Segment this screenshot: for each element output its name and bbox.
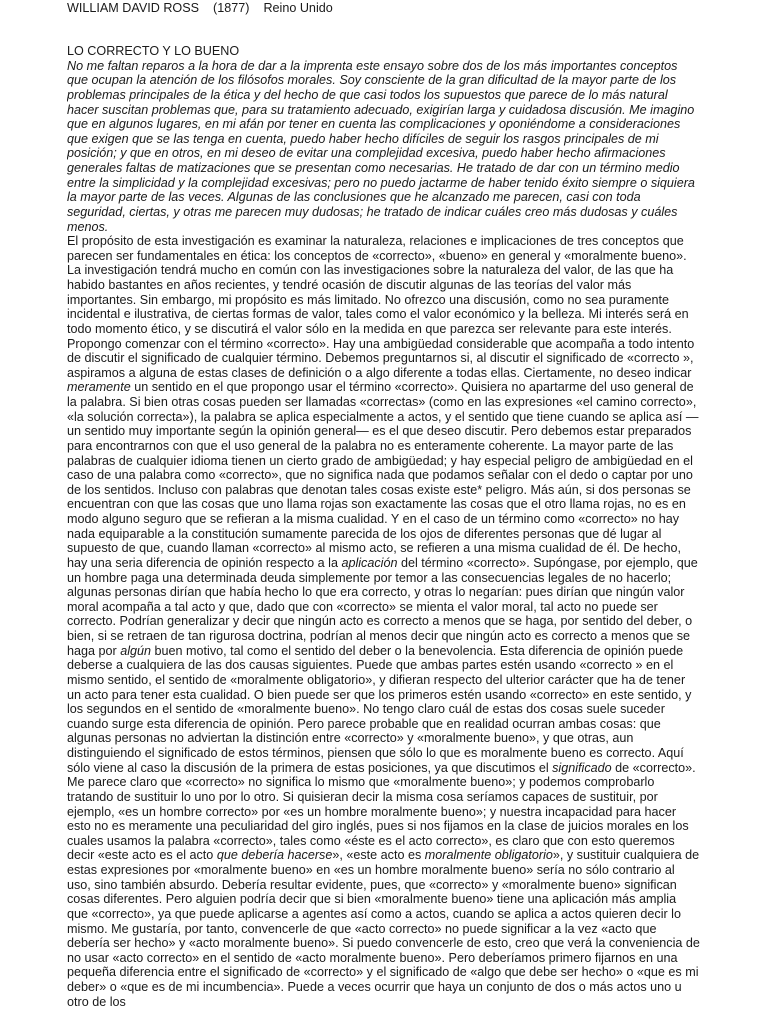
text-run: », y sustituir cualquiera de estas expresiones por «moralmente bueno» en «es un hombre moralmente bueno» sería no sólo contrario al uso, sino también absurdo. Debería resultar evidente, pues, que «correcto» y «moralmente bueno» significan cosas diferentes. Pero alguien podría decir que si bien «moralmente bueno» tiene una aplicación más amplia que «correcto», ya que puede aplicarse a agentes así como a actos, cuando se aplica a actos quieren decir lo mismo. Me gustaría, por tanto, convencerle de que «acto correcto» no puede significar a la vez «acto que debería ser hecho» y «acto moralmente bueno». Si puedo convencerle de esto, creo que verá la conveniencia de no usar «acto correcto» en el sentido de «acto moralmente bueno». Pero deberíamos primero fijarnos en una pequeña diferencia entre el significado de «correcto» y el significado de «algo que debe ser hecho» o «que es mi deber» o «que es de mi incumbencia». Puede a veces ocurrir que haya un conjunto de dos o más actos uno u otro de los bbox=[67, 848, 700, 1009]
text-run: Me parece claro que «correcto» no significa lo mismo que «moralmente bueno»; y podemos comprobarlo tratando de sustituir lo uno por lo otro. Si quisieran decir la misma cosa seríamos capaces de sustituir, por ejemplo, «es un hombre correcto» por «es un hombre moralmente bueno»; y nuestra incapacidad para hacer esto no es meramente una peculiaridad del giro inglés, pues si nos fijamos en la clase de juicios morales en los cuales usamos la palabra «correcto», tales como «éste es el acto correcto», es claro que con esto queremos decir «este acto es el acto bbox=[67, 775, 689, 863]
emphasis-text: significado bbox=[552, 760, 612, 775]
header-country: Reino Unido bbox=[263, 1, 333, 15]
text-run: del término «correcto». Supóngase, por ejemplo, que un hombre paga una determinada deuda simplemente por temor a las consecuencias legales de no hacerlo; algunas personas dirían que había hecho lo que era correcto, y otras lo negarían: pues dirían que ningún valor moral acompaña a tal acto y que, dado que con «correcto» se mienta el valor moral, tal acto no puede ser correcto. Podrían generalizar y decir que ningún acto es correcto a menos que se haga, por sentido del deber, o bien, si se retraen de tan rigurosa doctrina, podrían al menos decir que ningún acto es correcto a menos que se haga por bbox=[67, 555, 698, 658]
text-run: buen motivo, tal como el sentido del deber o la benevolencia. Esta diferencia de opinión puede deberse a cualquiera de las dos causas siguientes. Puede que ambas partes estén usando «correcto » en el mismo sentido, el sentido de «moralmente obligatorio», y difieran respecto del ulterior carácter que ha de tener un acto para tener esta cualidad. O bien puede ser que los primeros estén usando «correcto» en este sentido, y los segundos en el sentido de «moralmente bueno». No tengo claro cuál de estas dos cosas suele suceder cuando surge esta diferencia de opinión. Pero parece probable que en realidad ocurran ambas cosas: que algunas personas no adviertan la distinción entre «correcto» y «moralmente bueno», y que otras, aun distinguiendo el significado de estos términos, piensen que sólo lo que es moralmente bueno es correcto. Aquí sólo viene al caso la discusión de la primera de estas posiciones, ya que discutimos el bbox=[67, 643, 692, 775]
body-paragraph-2 bbox=[67, 337, 700, 776]
text-run: de «correcto». bbox=[611, 760, 696, 775]
preface-paragraph: No me faltan reparos a la hora de dar a la imprenta este ensayo sobre dos de los más importantes conceptos que ocupan la atención de los filósofos morales. Soy consciente de la gran dificultad de la mayor parte de los problemas principales de la ética y del hecho de que casi todos los supuestos que parece de lo más natural hacer suscitan problemas que, para su tratamiento adecuado, exigirían larga y cuidadosa discusión. Me imagino que en algunos lugares, en mi afán por tener en cuenta las complicaciones y oponiéndome a consideraciones que exigen que se las tenga en cuenta, puedo haber hecho difíciles de seguir los rasgos principales de mi posición; y que en otros, en mi deseo de evitar una complejidad excesiva, puedo haber hecho afirmaciones generales faltas de matizaciones que se presentan como necesarias. He tratado de dar con un término medio entre la simplicidad y la complejidad excesivas; pero no puedo jactarme de haber tenido éxito siempre o siquiera la mayor parte de las veces. Algunas de las conclusiones que he alcanzado me parecen, casi con toda seguridad, ciertas, y otras me parecen muy dudosas; he tratado de indicar cuáles creo más dudosas y cuáles menos. bbox=[67, 58, 695, 234]
document-body bbox=[67, 44, 700, 1009]
text-run: un sentido en el que propongo usar el término «correcto». Quisiera no apartarme del uso general de la palabra. Si bien otras cosas pueden ser llamadas «correctas» (como en las expresiones «el camino correcto», «la solución correcta»), la palabra se aplica especialmente a actos, y el sentido que tiene cuando se aplica así — un sentido muy importante según la opinión general— es el que deseo discutir. Pero debemos estar preparados para encontrarnos con que el uso general de la palabra no es enteramente coherente. La mayor parte de las palabras de cualquier idioma tienen un cierto grado de ambigüedad; y hay especial peligro de ambigüedad en el caso de una palabra como «correcto», que no significa nada que podamos señalar con el dedo o captar por uno de los sentidos. Incluso con palabras que denotan tales cosas existe este* peligro. Más aún, si dos personas se encuentran con que las cosas que uno llama rojas son exactamente las cosas que el otro llama rojas, no es en modo alguno seguro que se refieran a la misma cualidad. Y en el caso de un término como «correcto» no hay nada equiparable a la constitución sumamente parecida de los ojos de diferentes personas que dé lugar al supuesto de que, cuando llaman «correcto» al mismo acto, se refieren a una misma cualidad de él. De hecho, hay una seria diferencia de opinión respecto a la bbox=[67, 380, 699, 570]
body-paragraph-3 bbox=[67, 775, 700, 1009]
running-header bbox=[67, 1, 333, 16]
emphasis-text: meramente bbox=[67, 380, 131, 395]
emphasis-text: moralmente obligatorio bbox=[424, 848, 553, 863]
body-paragraph-1: El propósito de esta investigación es examinar la naturaleza, relaciones e implicaciones de tres conceptos que parecen ser fundamentales en ética: los conceptos de «correcto», «bueno» en general y «moralmente bueno». La investigación tendrá mucho en común con las investigaciones sobre la naturaleza del valor, de las que ha habido bastantes en años recientes, y tendré ocasión de discutir algunas de las teorías del valor más importantes. Sin embargo, mi propósito es más limitado. No ofrezco una discusión, como no sea puramente incidental e ilustrativa, de ciertas formas de valor, tales como el valor económico y la belleza. Mi interés será en todo momento ético, y se discutirá el valor sólo en la medida en que parezca ser relevante para este interés. bbox=[67, 234, 689, 336]
text-run: Propongo comenzar con el término «correcto». Hay una ambigüedad considerable que acompaña a todo intento de discutir el significado de cualquier término. Debemos preguntarnos si, al discutir el significado de «correcto », aspiramos a alguna de estas clases de definición o a algo diferente a todas ellas. Ciertamente, no deseo indicar bbox=[67, 336, 695, 380]
header-year: (1877) bbox=[213, 1, 250, 15]
emphasis-text: algún bbox=[120, 643, 152, 658]
emphasis-text: que debería hacerse bbox=[216, 848, 333, 863]
emphasis-text: aplicación bbox=[341, 555, 398, 570]
document-title: LO CORRECTO Y LO BUENO bbox=[67, 44, 240, 58]
document-page bbox=[67, 0, 700, 1024]
header-author: WILLIAM DAVID ROSS bbox=[67, 1, 200, 15]
text-run: », «este acto es bbox=[332, 848, 425, 863]
